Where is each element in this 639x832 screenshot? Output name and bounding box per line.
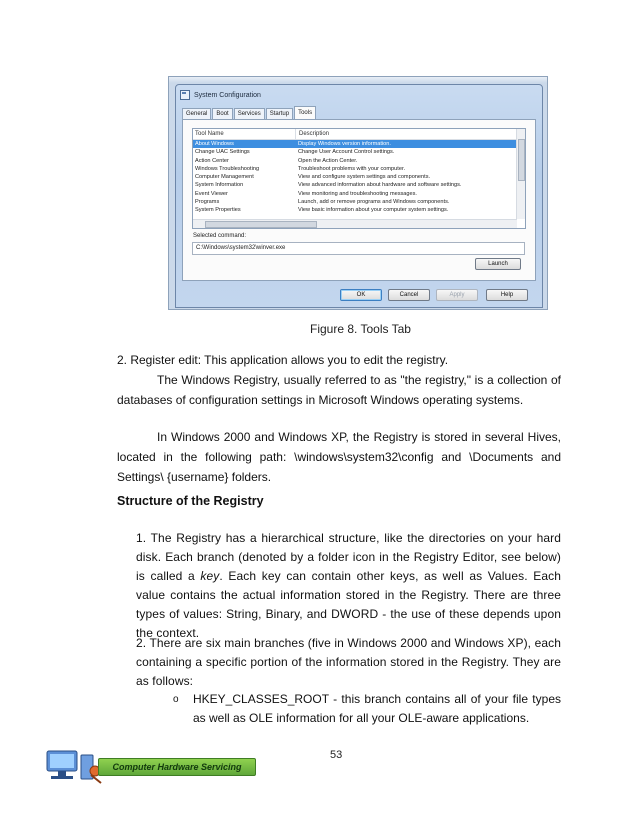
item1-text-a: 1. The Registry has a hierarchical structure, like the directories on your hard disk. Each branch (denoted by a folder icon in the Registry Editor, see below) is called a: [136, 531, 561, 583]
row-description: Display Windows version information.: [298, 141, 391, 147]
list-row[interactable]: [193, 198, 525, 206]
section-heading: Structure of the Registry: [117, 494, 264, 508]
bullet-hkey-classes-root: HKEY_CLASSES_ROOT - this branch contains all of your file types as well as OLE information for all your OLE-aware applications.: [193, 692, 561, 725]
scroll-thumb[interactable]: [518, 139, 525, 181]
list-row[interactable]: [193, 173, 525, 181]
list-row[interactable]: [193, 181, 525, 189]
row-description: View and configure system settings and components.: [298, 174, 431, 181]
paragraph-registry-location: In Windows 2000 and Windows XP, the Registry is stored in several Hives, located in the following path: \windows\system32\config and \Documents and Settings\ {username} folders.: [117, 430, 561, 484]
item1-key-term: key: [200, 569, 220, 583]
row-description: Change User Account Control settings.: [298, 149, 395, 156]
column-description[interactable]: Description: [299, 131, 330, 137]
apply-button: Apply: [436, 289, 478, 301]
item1-text-b: . Each key can contain other keys, as well as Values. Each value contains the actual information stored in the Registry. There are three types of values: String, Binary, and DWORD - the use of these depends upon the context.: [136, 569, 561, 640]
row-description: Open the Action Center.: [298, 157, 358, 164]
ok-button[interactable]: OK: [340, 289, 382, 301]
vertical-scrollbar[interactable]: [516, 129, 525, 219]
system-configuration-window: [175, 84, 543, 308]
list-row[interactable]: [193, 190, 525, 198]
paragraph-register-edit: 2. Register edit: This application allows you to edit the registry.: [117, 353, 449, 367]
row-tool-name: Programs: [195, 199, 220, 206]
list-row[interactable]: [193, 165, 525, 173]
tools-list[interactable]: [192, 128, 526, 229]
row-description: View monitoring and troubleshooting messages.: [298, 190, 417, 197]
row-tool-name: Windows Troubleshooting: [195, 165, 260, 172]
paragraph-registry-definition: The Windows Registry, usually referred to as "the registry," is a collection of databases of configuration settings in Microsoft Windows operating systems.: [117, 373, 561, 407]
bullet-marker: o: [173, 694, 179, 705]
row-description: View advanced information about hardware and software settings.: [298, 182, 462, 189]
row-description: View basic information about your computer system settings.: [298, 207, 449, 214]
footer-logo: [43, 747, 253, 787]
horizontal-scrollbar[interactable]: [193, 219, 517, 228]
tab-general[interactable]: General: [182, 108, 211, 119]
logo-banner: Computer Hardware Servicing: [98, 758, 256, 776]
row-tool-name: Computer Management: [195, 174, 254, 181]
row-tool-name: System Information: [195, 182, 244, 189]
selected-command-label: Selected command:: [193, 233, 247, 239]
row-tool-name: System Properties: [195, 207, 241, 214]
help-button[interactable]: Help: [486, 289, 528, 301]
page-number: 53: [330, 749, 343, 761]
title-bar: [180, 88, 261, 102]
tools-panel: [182, 119, 536, 281]
row-tool-name: Change UAC Settings: [195, 149, 250, 156]
tab-strip: [182, 108, 316, 119]
tab-services[interactable]: Services: [234, 108, 265, 119]
row-tool-name: Action Center: [195, 157, 229, 164]
list-item-1: [136, 529, 561, 643]
list-row-selected[interactable]: [193, 140, 525, 148]
figure-caption: Figure 8. Tools Tab: [310, 322, 411, 336]
tab-startup[interactable]: Startup: [266, 108, 293, 119]
tab-boot[interactable]: Boot: [212, 108, 232, 119]
list-row[interactable]: [193, 157, 525, 165]
tab-tools[interactable]: Tools: [294, 106, 316, 119]
selected-command-field[interactable]: C:\Windows\system32\winver.exe: [192, 242, 525, 255]
taskbar-strip: [169, 77, 547, 83]
scroll-thumb[interactable]: [205, 221, 317, 228]
row-description: Troubleshoot problems with your computer.: [298, 165, 406, 172]
launch-button[interactable]: Launch: [475, 258, 521, 270]
list-header: [193, 129, 525, 140]
list-item-2: 2. There are six main branches (five in Windows 2000 and Windows XP), each containing a specific portion of the information stored in the Registry. They are as follows:: [136, 636, 561, 688]
system-configuration-icon: [180, 90, 190, 100]
window-title: System Configuration: [194, 91, 261, 99]
cancel-button[interactable]: Cancel: [388, 289, 430, 301]
row-tool-name: About Windows: [195, 141, 234, 147]
list-row[interactable]: [193, 148, 525, 156]
computer-icon: [43, 747, 103, 787]
row-description: Launch, add or remove programs and Windows components.: [298, 199, 450, 206]
column-tool-name[interactable]: Tool Name: [193, 129, 296, 139]
figure-screenshot: [168, 76, 548, 310]
list-row[interactable]: [193, 206, 525, 214]
row-tool-name: Event Viewer: [195, 190, 228, 197]
